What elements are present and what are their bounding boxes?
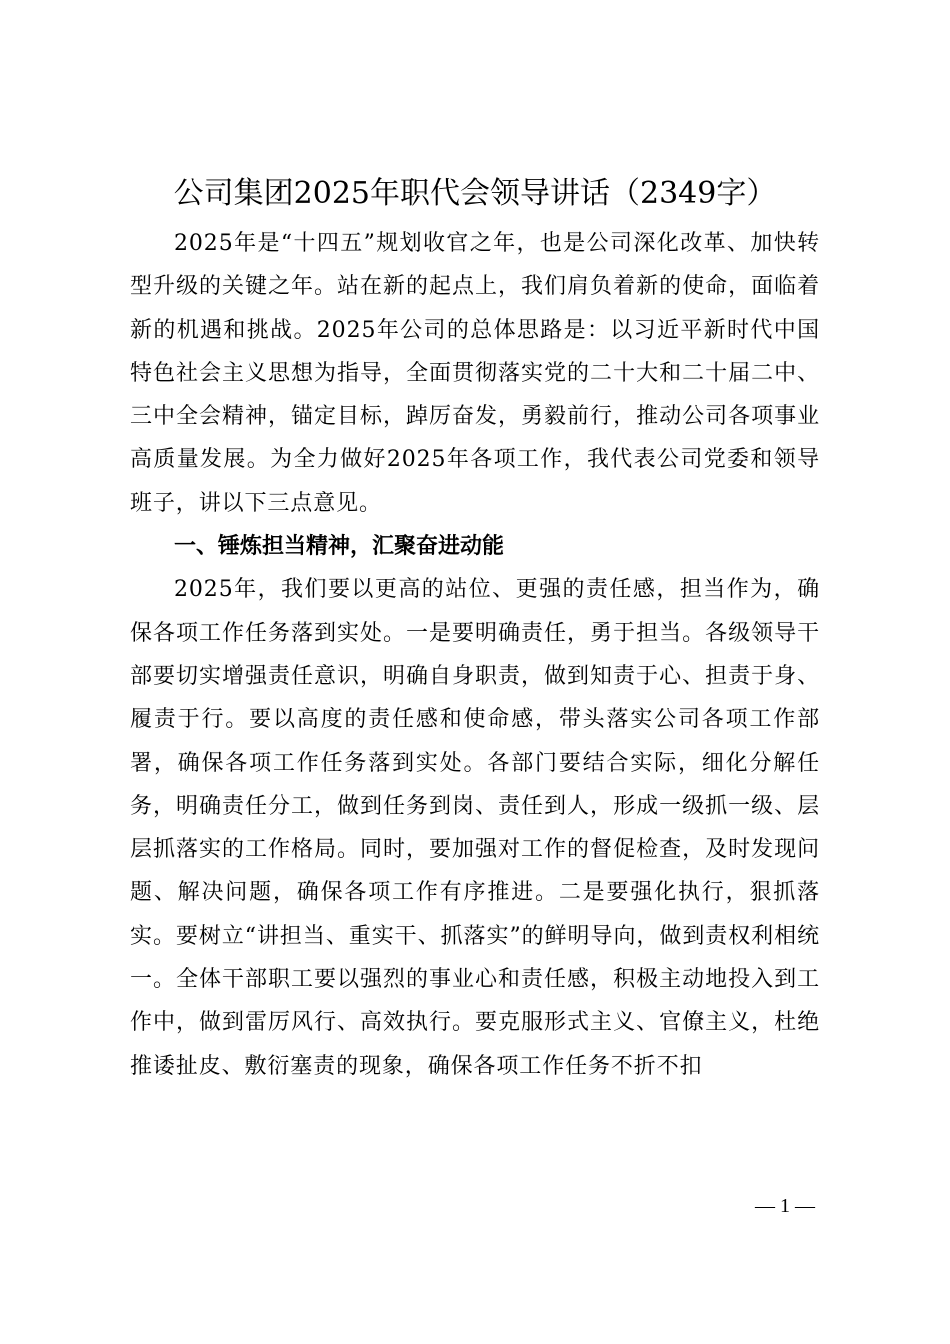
document-title: 公司集团2025年职代会领导讲话（2349字）: [173, 176, 777, 211]
section-heading-1: 一、锤炼担当精神，汇聚奋进动能: [174, 534, 505, 560]
document-body: [130, 222, 820, 1088]
intro-paragraph: 2025年是“十四五”规划收官之年，也是公司深化改革、加快转型升级的关键之年。站在新的起点上，我们肩负着新的使命，面临着新的机遇和挑战。2025年公司的总体思路是：以习近平新时代中国特色社会主义思想为指导，全面贯彻落实党的二十大和二十届二中、三中全会精神，锚定目标，踔厉奋发，勇毅前行，推动公司各项事业高质量发展。为全力做好2025年各项工作，我代表公司党委和领导班子，讲以下三点意见。: [130, 231, 820, 516]
page-number: — 1 —: [755, 1195, 815, 1217]
section-1-paragraph: 2025年，我们要以更高的站位、更强的责任感，担当作为，确保各项工作任务落到实处。一是要明确责任，勇于担当。各级领导干部要切实增强责任意识，明确自身职责，做到知责于心、担责于身、履责于行。要以高度的责任感和使命感，带头落实公司各项工作部署，确保各项工作任务落到实处。各部门要结合实际，细化分解任务，明确责任分工，做到任务到岗、责任到人，形成一级抓一级、层层抓落实的工作格局。同时，要加强对工作的督促检查，及时发现问题、解决问题，确保各项工作有序推进。二是要强化执行，狠抓落实。要树立“讲担当、重实干、抓落实”的鲜明导向，做到责权利相统一。全体干部职工要以强烈的事业心和责任感，积极主动地投入到工作中，做到雷厉风行、高效执行。要克服形式主义、官僚主义，杜绝推诿扯皮、敷衍塞责的现象，确保各项工作任务不折不扣: [130, 577, 820, 1079]
